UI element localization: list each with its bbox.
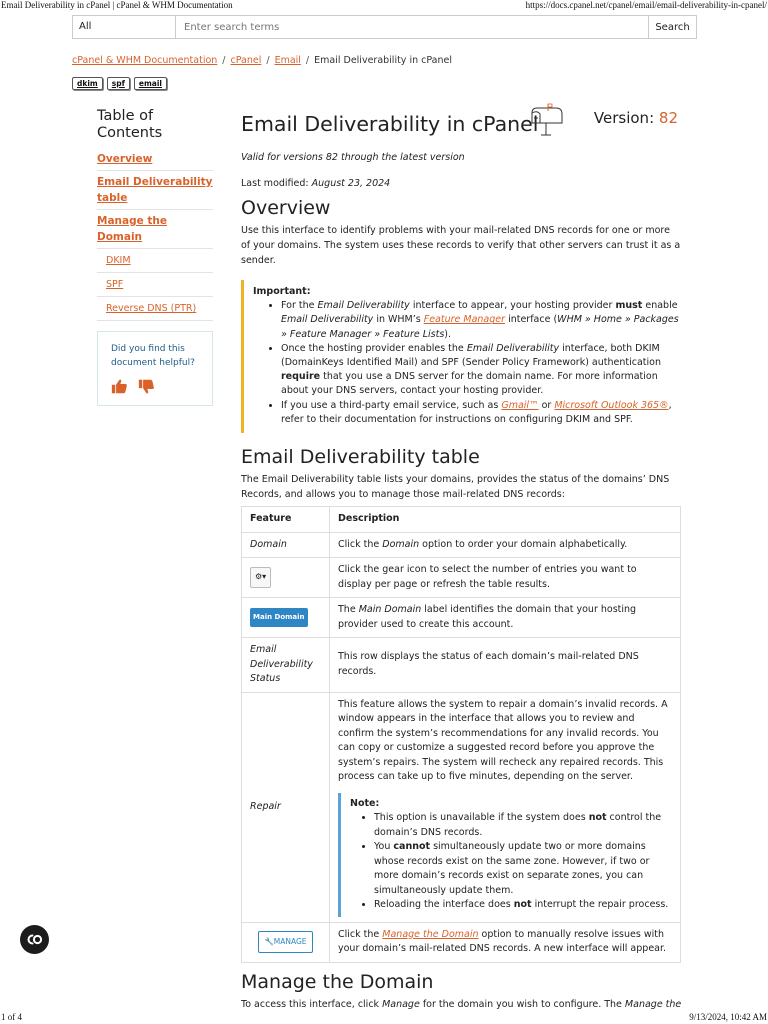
breadcrumb-current: Email Deliverability in cPanel bbox=[314, 55, 452, 66]
table-heading: Email Deliverability table bbox=[241, 446, 480, 469]
description-cell: Click the Domain option to order your domain alphabetically. bbox=[330, 532, 681, 558]
note-label: Note: bbox=[350, 797, 380, 809]
version-indicator bbox=[594, 109, 678, 127]
toc-sublink-reverse-dns[interactable]: Reverse DNS (PTR) bbox=[97, 297, 213, 321]
print-timestamp: 9/13/2024, 10:42 AM bbox=[689, 1012, 767, 1022]
feedback-box bbox=[97, 331, 213, 406]
version-selector[interactable]: 82 bbox=[658, 109, 678, 127]
description-cell: Click the gear icon to select the number of entries you want to display per page or refresh the table results. bbox=[330, 558, 681, 598]
overview-heading: Overview bbox=[241, 197, 331, 219]
toc-link-overview[interactable]: Overview bbox=[97, 148, 213, 171]
floating-action-button[interactable] bbox=[20, 925, 49, 954]
print-header bbox=[0, 0, 768, 12]
search-bar bbox=[72, 15, 697, 39]
breadcrumb-separator: / bbox=[305, 55, 310, 66]
breadcrumb-email-link[interactable]: Email bbox=[274, 55, 301, 66]
manage-button: 🔧MANAGE bbox=[258, 931, 312, 954]
manage-heading: Manage the Domain bbox=[241, 970, 434, 993]
feedback-question: Did you find this document helpful? bbox=[111, 344, 195, 368]
col-description-header: Description bbox=[330, 507, 681, 533]
description-cell: The Main Domain label identifies the domain that your hosting provider used to create this account. bbox=[330, 598, 681, 638]
feature-cell: Domain bbox=[242, 532, 330, 558]
last-modified-label: Last modified: bbox=[241, 178, 309, 189]
feature-cell bbox=[242, 558, 330, 598]
feedback-icons bbox=[111, 378, 200, 395]
features-table bbox=[241, 506, 681, 963]
feature-cell bbox=[242, 922, 330, 962]
list-item: • Once the hosting provider enables the Email Deliverability interface, both DKIM (DomainKeys Identified Mail) and SPF (Sender Policy Framework) authentication require that you use a DNS server for the domain name. For more information about your DNS servers, contact your hosting provider. bbox=[281, 342, 681, 399]
breadcrumb-separator: / bbox=[222, 55, 226, 66]
list-item: • This option is unavailable if the system does not control the domain’s DNS records. bbox=[374, 811, 672, 840]
list-item: • If you use a third-party email service, such as Gmail™ or Microsoft Outlook 365®, refer to their documentation for instructions on configuring DKIM and SPF. bbox=[281, 399, 681, 427]
feature-manager-link[interactable]: Feature Manager bbox=[423, 314, 506, 326]
last-modified-date: August 23, 2024 bbox=[311, 178, 391, 189]
tag-dkim[interactable]: dkim bbox=[72, 77, 103, 90]
table-row bbox=[242, 598, 681, 638]
table-row bbox=[242, 638, 681, 693]
main-domain-badge: Main Domain bbox=[250, 608, 308, 627]
list-item: • You cannot simultaneously update two or more domains whose records exist on the same zone. However, if two or more domain’s records exist on separate zones, you can simultaneously update them. bbox=[374, 840, 672, 898]
title-row bbox=[241, 100, 681, 148]
description-cell: This row displays the status of each domain’s mail-related DNS records. bbox=[330, 638, 681, 693]
last-modified bbox=[241, 178, 681, 189]
valid-for-text: Valid for versions 82 through the latest version bbox=[241, 152, 465, 163]
search-button[interactable]: Search bbox=[648, 16, 696, 38]
tag-email[interactable]: email bbox=[134, 77, 167, 90]
table-row bbox=[242, 922, 681, 962]
version-label: Version: bbox=[593, 109, 655, 127]
feature-cell: Repair bbox=[242, 692, 330, 922]
description-cell: Click the Manage the Domain option to manually resolve issues with your domain’s mail-related DNS records. A new interface will appear. bbox=[330, 922, 681, 962]
repair-description: This feature allows the system to repair a domain’s invalid records. A window appears in the interface that allows you to review and confirm the system’s recommendations for any invalid records. You can copy or customize a suggested record before you approve the system’s repairs. The system will recheck any repaired records. This process can take up to five minutes, depending on the server. bbox=[338, 698, 668, 783]
toc-link-manage-domain[interactable]: Manage the Domain bbox=[97, 210, 213, 249]
manage-domain-link[interactable]: Manage the Domain bbox=[382, 928, 479, 940]
breadcrumb bbox=[72, 55, 452, 66]
toc-link-deliverability-table[interactable]: Email Deliverability table bbox=[97, 171, 213, 210]
thumbs-down-icon[interactable] bbox=[138, 378, 155, 395]
feature-cell: Email Deliverability Status bbox=[242, 638, 330, 693]
page-title: Email Deliverability in cPanel bbox=[241, 112, 539, 136]
table-row bbox=[242, 532, 681, 558]
search-input[interactable] bbox=[176, 16, 648, 38]
note-callout bbox=[338, 793, 672, 917]
table-row bbox=[242, 558, 681, 598]
gmail-link[interactable]: Gmail™ bbox=[501, 399, 539, 411]
search-scope-select[interactable]: All bbox=[73, 16, 176, 38]
important-list bbox=[281, 299, 681, 427]
list-item: • Reloading the interface does not interrupt the repair process. bbox=[374, 898, 672, 913]
feature-cell bbox=[242, 598, 330, 638]
important-label: Important: bbox=[253, 286, 311, 297]
list-item: • For the Email Deliverability interface to appear, your hosting provider must enable Email Deliverability in WHM’s Feature Manager interface (WHM » Home » Packages » Feature Manager » Feature Lists). bbox=[281, 299, 681, 342]
overview-text: Use this interface to identify problems with your mail-related DNS records for one or more of your domains. The system uses these records to verify that other servers can trust it as a sender. bbox=[241, 225, 681, 266]
thumbs-up-icon[interactable] bbox=[111, 378, 128, 395]
table-header-row bbox=[242, 507, 681, 533]
col-feature-header: Feature bbox=[242, 507, 330, 533]
breadcrumb-docs-link[interactable]: cPanel & WHM Documentation bbox=[72, 55, 218, 66]
description-cell bbox=[330, 692, 681, 922]
toc-sublink-dkim[interactable]: DKIM bbox=[97, 249, 213, 273]
manage-text: To access this interface, click Manage for the domain you wish to configure. The Manage the bbox=[241, 998, 682, 1010]
table-of-contents bbox=[97, 108, 213, 406]
print-footer bbox=[0, 1012, 768, 1024]
gear-icon: ⚙▾ bbox=[250, 567, 271, 588]
breadcrumb-separator: / bbox=[266, 55, 270, 66]
cookie-consent-icon bbox=[20, 925, 49, 954]
toc-title: Table of Contents bbox=[97, 108, 163, 141]
tag-list bbox=[72, 77, 167, 90]
table-row bbox=[242, 692, 681, 922]
table-intro: The Email Deliverability table lists your domains, provides the status of the domains’ DNS Records, and allows you to manage those mail-related DNS records: bbox=[241, 474, 670, 501]
tag-spf[interactable]: spf bbox=[107, 77, 130, 90]
print-title: Email Deliverability in cPanel | cPanel & WHM Documentation bbox=[1, 0, 233, 10]
toc-sublink-spf[interactable]: SPF bbox=[97, 273, 213, 297]
note-list bbox=[374, 811, 672, 913]
print-url: https://docs.cpanel.net/cpanel/email/email-deliverability-in-cpanel/ bbox=[525, 0, 767, 10]
breadcrumb-cpanel-link[interactable]: cPanel bbox=[230, 55, 262, 66]
important-callout bbox=[241, 280, 681, 433]
page-number: 1 of 4 bbox=[1, 1012, 22, 1022]
article bbox=[241, 100, 681, 1012]
mailbox-icon bbox=[526, 103, 566, 137]
outlook-link[interactable]: Microsoft Outlook 365® bbox=[554, 399, 669, 411]
